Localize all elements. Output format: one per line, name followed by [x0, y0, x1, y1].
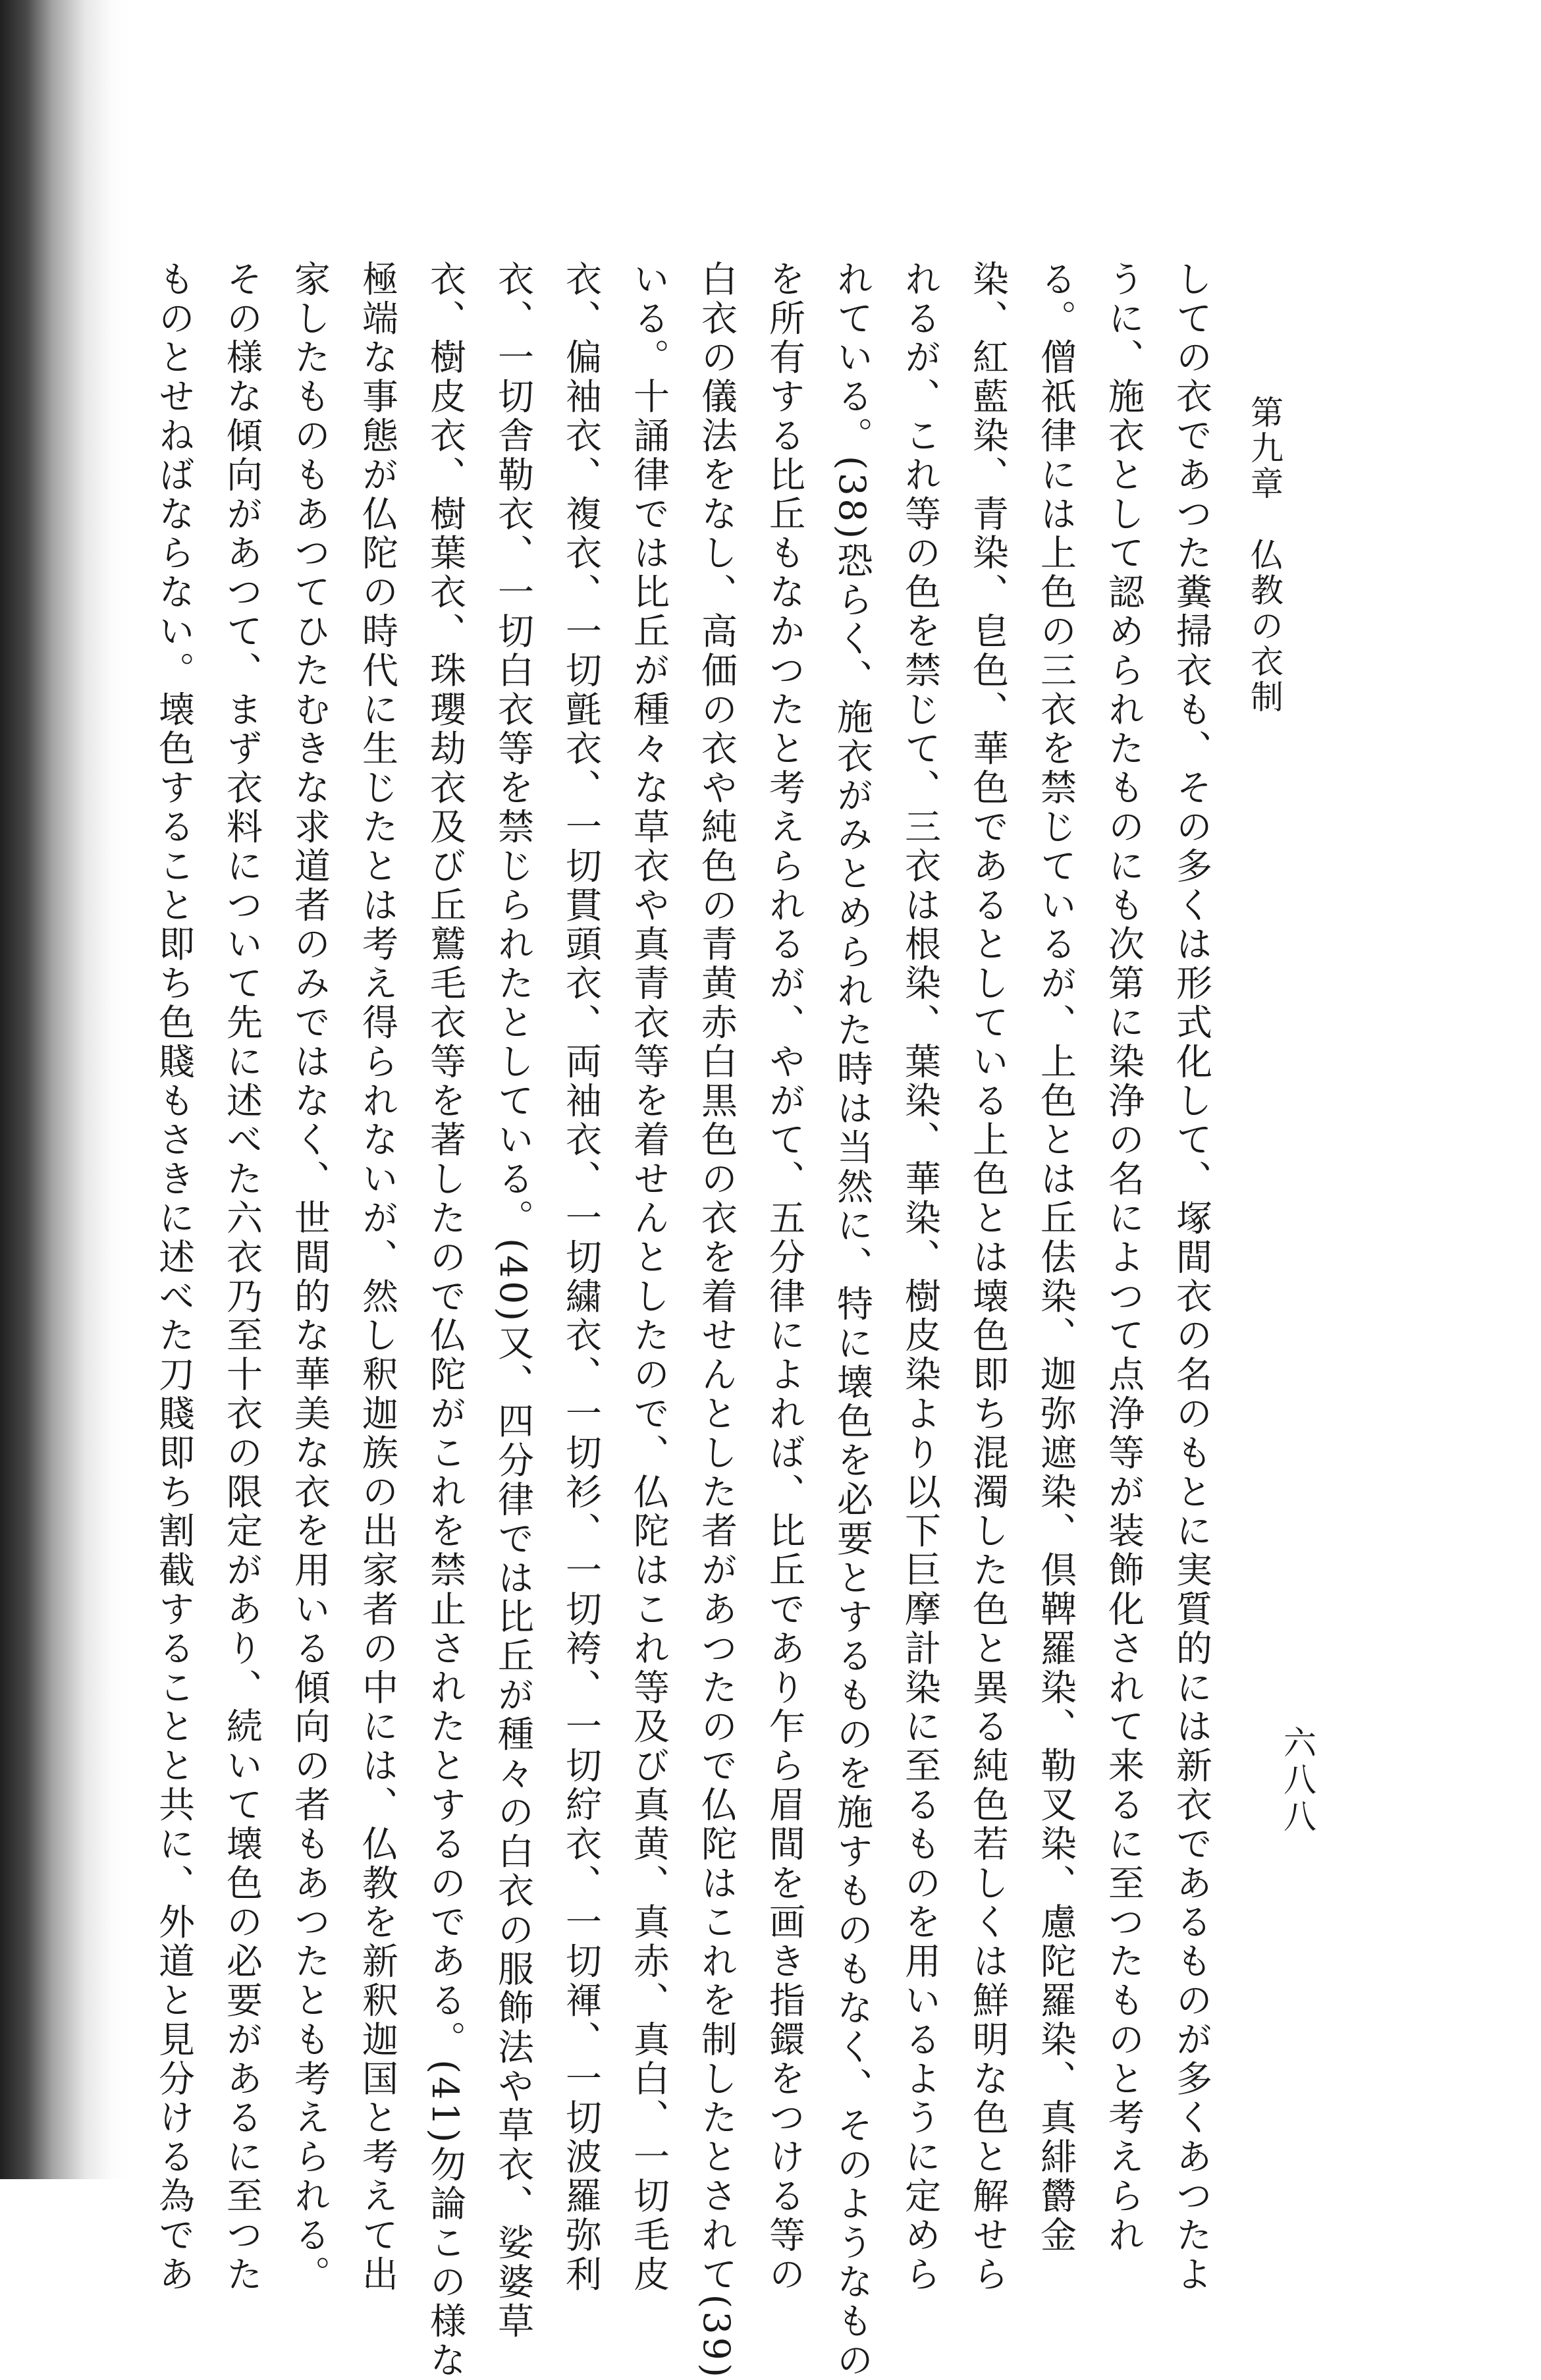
text-line: る。僧祇律には上色の三衣を禁じているが、上色とは丘佉染、迦弥遮染、倶鞞羅染、勒叉染、慮陀羅染、真緋欝金	[1035, 260, 1077, 2256]
text-line: ものとせねばならない。壊色すること即ち色賤もさきに述べた刀賤即ち割截することと共に、外道と見分ける為であ	[153, 260, 195, 2294]
text-line: 衣、一切舎勒衣、一切白衣等を禁じられたとしている。(40)又、四分律では比丘が種々の白衣の服飾法や草衣、娑婆草	[492, 260, 534, 2341]
text-line: 極端な事態が仏陀の時代に生じたとは考え得られないが、然し釈迦族の出家者の中には、仏教を新釈迦国と考えて出	[356, 260, 398, 2294]
binding-shadow	[0, 0, 132, 2179]
text-line: 衣、偏袖衣、複衣、一切氈衣、一切貫頭衣、両袖衣、一切繍衣、一切衫、一切袴、一切紵衣、一切褌、一切波羅弥利	[560, 260, 602, 2294]
text-line: その様な傾向があつて、まず衣料について先に述べた六衣乃至十衣の限定があり、続いて壊色の必要があるに至つた	[221, 260, 263, 2294]
text-line: れるが、これ等の色を禁じて、三衣は根染、葉染、華染、樹皮染より以下巨摩計染に至るものを用いるように定めら	[899, 260, 941, 2294]
text-line: いる。十誦律では比丘が種々な草衣や真青衣等を着せんとしたので、仏陀はこれ等及び真黄、真赤、真白、一切毛皮	[628, 260, 670, 2294]
text-line: 家したものもあつてひたむきな求道者のみではなく、世間的な華美な衣を用いる傾向の者もあつたとも考えられる。	[288, 260, 331, 2294]
text-line: を所有する比丘もなかつたと考えられるが、やがて、五分律によれば、比丘であり乍ら眉間を画き指鐶をつける等の	[763, 260, 805, 2294]
text-line: れている。(38)恐らく、施衣がみとめられた時は当然に、特に壊色を必要とするものを施すものもなく、そのようなもの	[831, 260, 873, 2380]
running-head: 第九章 仏教の衣制	[1245, 395, 1284, 715]
text-line: 衣、樹皮衣、樹葉衣、珠瓔劫衣及び丘鷲毛衣等を著したので仏陀がこれを禁止されたとするのである。(41)勿論この様な	[424, 260, 466, 2380]
text-line: しての衣であつた糞掃衣も、その多くは形式化して、塚間衣の名のもとに実質的には新衣であるものが多くあつたよ	[1170, 260, 1212, 2294]
text-line: うに、施衣として認められたものにも次第に染浄の名によつて点浄等が装飾化されて来るに至つたものと考えられ	[1102, 260, 1145, 2256]
body-text	[153, 260, 1225, 2380]
page-number: 六八八	[1278, 1725, 1316, 1836]
text-line: 白衣の儀法をなし、高価の衣や純色の青黄赤白黒色の衣を着せんとした者があつたので仏陀はこれを制したとされて(39)	[695, 260, 738, 2380]
text-line: 染、紅藍染、青染、皀色、華色であるとしている上色とは壊色即ち混濁した色と異る純色若しくは鮮明な色と解せら	[967, 260, 1009, 2294]
